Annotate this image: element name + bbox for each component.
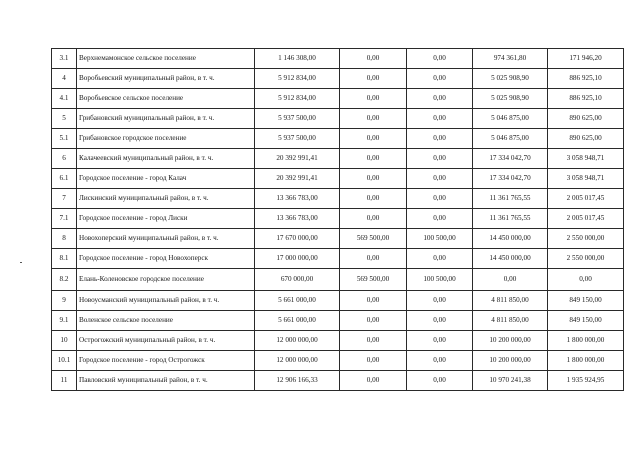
row-number: 6 [52,149,77,169]
municipality-name: Грибановский муниципальный район, в т. ч. [77,109,255,129]
amount-col-4: 5 046 875,00 [473,109,548,129]
amount-col-4: 974 361,80 [473,49,548,69]
municipality-name: Лискинский муниципальный район, в т. ч. [77,189,255,209]
table-row [52,189,624,209]
row-number: 9 [52,291,77,311]
amount-col-5: 849 150,00 [548,291,624,311]
table-row [52,311,624,331]
amount-col-5: 890 625,00 [548,109,624,129]
amount-col-3: 0,00 [407,291,473,311]
row-number: 9.1 [52,311,77,331]
amount-col-4: 4 811 850,00 [473,311,548,331]
amount-col-4: 17 334 042,70 [473,169,548,189]
amount-col-3: 0,00 [407,371,473,391]
table-row [52,269,624,291]
table-row [52,129,624,149]
row-number: 4 [52,69,77,89]
amount-col-4: 10 970 241,38 [473,371,548,391]
amount-col-5: 3 058 948,71 [548,149,624,169]
amount-col-4: 11 361 765,55 [473,189,548,209]
municipality-name: Калачеевский муниципальный район, в т. ч. [77,149,255,169]
municipality-name: Верхнемамонское сельское поселение [77,49,255,69]
table-row [52,351,624,371]
total-amount: 670 000,00 [255,269,340,291]
municipality-name: Новохоперский муниципальный район, в т. ч. [77,229,255,249]
table-row [52,89,624,109]
amount-col-5: 2 005 017,45 [548,209,624,229]
amount-col-3: 0,00 [407,351,473,371]
total-amount: 13 366 783,00 [255,189,340,209]
amount-col-4: 14 450 000,00 [473,249,548,269]
amount-col-4: 10 200 000,00 [473,351,548,371]
amount-col-3: 0,00 [407,331,473,351]
total-amount: 5 912 834,00 [255,89,340,109]
total-amount: 12 000 000,00 [255,351,340,371]
table-row [52,49,624,69]
amount-col-4: 5 046 875,00 [473,129,548,149]
total-amount: 5 661 000,00 [255,311,340,331]
amount-col-3: 0,00 [407,149,473,169]
total-amount: 1 146 308,00 [255,49,340,69]
amount-col-3: 0,00 [407,69,473,89]
amount-col-2: 0,00 [340,209,407,229]
amount-col-2: 0,00 [340,49,407,69]
total-amount: 5 937 500,00 [255,109,340,129]
total-amount: 12 000 000,00 [255,331,340,351]
municipality-name: Воробьевское сельское поселение [77,89,255,109]
amount-col-4: 10 200 000,00 [473,331,548,351]
total-amount: 13 366 783,00 [255,209,340,229]
scan-speck [20,262,22,263]
row-number: 7 [52,189,77,209]
amount-col-5: 1 935 924,95 [548,371,624,391]
budget-table-page [51,48,624,391]
amount-col-4: 17 334 042,70 [473,149,548,169]
amount-col-3: 0,00 [407,249,473,269]
municipality-name: Городское поселение - город Новохоперск [77,249,255,269]
row-number: 6.1 [52,169,77,189]
table-row [52,109,624,129]
amount-col-4: 5 025 908,90 [473,89,548,109]
amount-col-3: 100 500,00 [407,229,473,249]
amount-col-5: 1 800 000,00 [548,351,624,371]
table-body [52,49,624,391]
row-number: 8.1 [52,249,77,269]
amount-col-3: 100 500,00 [407,269,473,291]
amount-col-4: 11 361 765,55 [473,209,548,229]
amount-col-3: 0,00 [407,189,473,209]
table-row [52,229,624,249]
row-number: 8 [52,229,77,249]
municipality-name: Воробьевский муниципальный район, в т. ч. [77,69,255,89]
total-amount: 12 906 166,33 [255,371,340,391]
amount-col-5: 1 800 000,00 [548,331,624,351]
table-row [52,371,624,391]
row-number: 10 [52,331,77,351]
municipality-name: Воленское сельское поселение [77,311,255,331]
amount-col-4: 14 450 000,00 [473,229,548,249]
row-number: 8.2 [52,269,77,291]
amount-col-2: 0,00 [340,291,407,311]
municipality-name: Павловский муниципальный район, в т. ч. [77,371,255,391]
row-number: 10.1 [52,351,77,371]
row-number: 11 [52,371,77,391]
amount-col-4: 4 811 850,00 [473,291,548,311]
amount-col-2: 0,00 [340,249,407,269]
amount-col-3: 0,00 [407,89,473,109]
amount-col-3: 0,00 [407,169,473,189]
municipality-name: Елань-Коленовское городское поселение [77,269,255,291]
amount-col-3: 0,00 [407,49,473,69]
amount-col-4: 0,00 [473,269,548,291]
row-number: 3.1 [52,49,77,69]
amount-col-3: 0,00 [407,109,473,129]
amount-col-2: 0,00 [340,371,407,391]
amount-col-2: 0,00 [340,351,407,371]
row-number: 7.1 [52,209,77,229]
amount-col-5: 886 925,10 [548,89,624,109]
total-amount: 17 000 000,00 [255,249,340,269]
amount-col-5: 2 550 000,00 [548,229,624,249]
total-amount: 20 392 991,41 [255,169,340,189]
amount-col-5: 171 946,20 [548,49,624,69]
amount-col-3: 0,00 [407,209,473,229]
amount-col-3: 0,00 [407,129,473,149]
amount-col-5: 0,00 [548,269,624,291]
amount-col-2: 0,00 [340,89,407,109]
amount-col-2: 569 500,00 [340,269,407,291]
municipality-name: Новоусманский муниципальный район, в т. ч. [77,291,255,311]
amount-col-5: 886 925,10 [548,69,624,89]
amount-col-2: 0,00 [340,149,407,169]
table-row [52,69,624,89]
table-row [52,331,624,351]
amount-col-2: 0,00 [340,311,407,331]
amount-col-5: 2 550 000,00 [548,249,624,269]
municipality-name: Острогожский муниципальный район, в т. ч. [77,331,255,351]
table-row [52,249,624,269]
amount-col-2: 0,00 [340,109,407,129]
total-amount: 5 912 834,00 [255,69,340,89]
row-number: 4.1 [52,89,77,109]
municipality-name: Городское поселение - город Лиски [77,209,255,229]
total-amount: 17 670 000,00 [255,229,340,249]
amount-col-2: 0,00 [340,189,407,209]
amount-col-5: 2 005 017,45 [548,189,624,209]
budget-table [51,48,624,391]
municipality-name: Городское поселение - город Острогожск [77,351,255,371]
amount-col-2: 0,00 [340,69,407,89]
total-amount: 20 392 991,41 [255,149,340,169]
amount-col-2: 569 500,00 [340,229,407,249]
amount-col-2: 0,00 [340,129,407,149]
row-number: 5 [52,109,77,129]
total-amount: 5 937 500,00 [255,129,340,149]
amount-col-4: 5 025 908,90 [473,69,548,89]
row-number: 5.1 [52,129,77,149]
amount-col-5: 849 150,00 [548,311,624,331]
table-row [52,149,624,169]
table-row [52,291,624,311]
amount-col-2: 0,00 [340,331,407,351]
amount-col-5: 3 058 948,71 [548,169,624,189]
municipality-name: Грибановское городское поселение [77,129,255,149]
amount-col-3: 0,00 [407,311,473,331]
table-row [52,209,624,229]
total-amount: 5 661 000,00 [255,291,340,311]
table-row [52,169,624,189]
amount-col-5: 890 625,00 [548,129,624,149]
municipality-name: Городское поселение - город Калач [77,169,255,189]
amount-col-2: 0,00 [340,169,407,189]
